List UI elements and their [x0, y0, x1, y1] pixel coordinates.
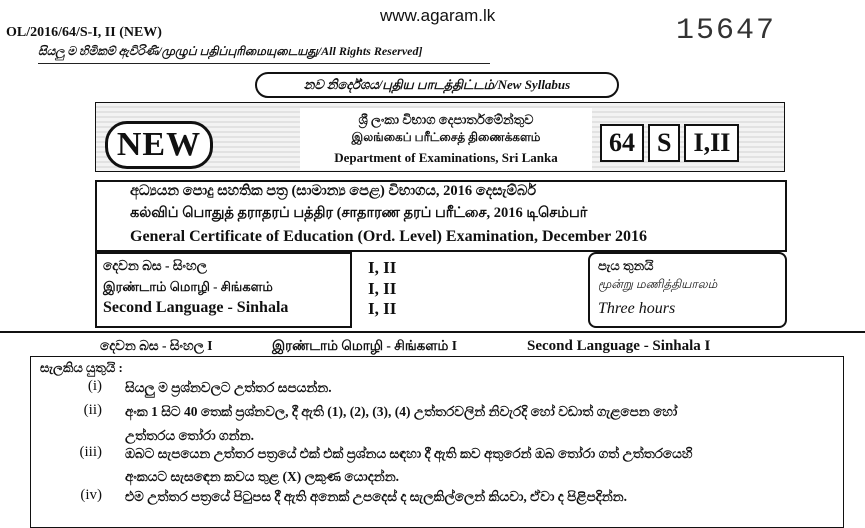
subject-sinhala: දෙවන බස - සිංහල — [103, 258, 207, 273]
instruction-number: (ii) — [83, 402, 102, 418]
department-box — [300, 108, 592, 170]
instruction-text: ඔබට සැපයෙන උත්තර පත්‍රයේ එක් එක් ප්‍රශ්නය සඳහා දී ඇති කව අතුරෙන් ඔබ තෝරා ගත් උත්තරයෙහි — [125, 446, 693, 461]
instructions-heading: සැලකිය යුතුයි : — [40, 360, 123, 375]
subject-papers-english: I, II — [368, 299, 397, 318]
department-english: Department of Examinations, Sri Lanka — [334, 150, 558, 165]
paper-code-number: 64 — [600, 124, 644, 162]
syllabus-label: නව නිර්දේශය/புதிய பாடத்திட்டம்/New Syllabus — [255, 72, 619, 98]
instruction-number: (iii) — [79, 444, 102, 460]
paper-code — [600, 124, 739, 162]
instruction-text-continued: උත්තරය තෝරා ගන්න. — [125, 428, 254, 443]
exam-title-tamil: கல்விப் பொதுத் தராதரப் பத்திர (சாதாரண தரப் பரீட்சை, 2016 டிசெம்பர் — [130, 205, 588, 221]
duration-tamil: மூன்று மணித்தியாலம் — [598, 277, 718, 291]
paper-title-english: Second Language - Sinhala I — [527, 338, 711, 354]
divider — [38, 63, 490, 64]
website-url: www.agaram.lk — [380, 6, 496, 25]
instruction-text-continued: අංකයට සැසඳෙන කවය තුළ (X) ලකුණ යොදන්න. — [125, 469, 400, 484]
paper-code-parts: I,II — [684, 124, 739, 162]
paper-title-sinhala: දෙවන බස - සිංහල I — [100, 338, 213, 353]
exam-title-english: General Certificate of Education (Ord. Level) Examination, December 2016 — [130, 228, 647, 245]
exam-title-sinhala: අධ්‍යයන පොදු සහතික පත්‍ර (සාමාන්‍ය පෙළ) විභාගය, 2016 දෙසැම්බර් — [130, 183, 537, 199]
duration-sinhala: පැය තුනයි — [598, 258, 654, 273]
department-sinhala: ශ්‍රී ලංකා විභාග දෙපාර්තමේන්තුව — [358, 112, 534, 127]
subject-english: Second Language - Sinhala — [103, 299, 289, 316]
section-divider — [0, 331, 865, 333]
serial-number: 15647 — [676, 14, 777, 48]
instruction-text: එම උත්තර පත්‍රයේ පිටුපස දී ඇති අනෙක් උපදෙස් ද සැලකිල්ලෙන් කියවා, ඒවා ද පිළිපදින්න. — [125, 489, 627, 504]
copyright-notice: සියලු ම හිමිකම් ඇවිරිණි/முழுப் பதிப்புரிமையுடையது/All Rights Reserved] — [38, 44, 423, 58]
instruction-number: (i) — [87, 378, 102, 394]
subject-tamil: இரண்டாம் மொழி - சிங்களம் — [103, 279, 273, 294]
new-badge: NEW — [105, 121, 213, 169]
instruction-number: (iv) — [80, 487, 102, 503]
instruction-text: සියලු ම ප්‍රශ්නවලට උත්තර සපයන්න. — [125, 380, 332, 395]
subject-papers-sinhala: I, II — [368, 258, 397, 277]
paper-code-subject: S — [648, 124, 680, 162]
paper-title-tamil: இரண்டாம் மொழி - சிங்களம் I — [272, 338, 457, 353]
instruction-text: අංක 1 සිට 40 තෙක් ප්‍රශ්නවල, දී ඇති (1), (2), (3), (4) උත්තරවලින් නිවැරදි හෝ වඩාත් ගැළපෙන හෝ — [125, 404, 678, 419]
duration-english: Three hours — [598, 300, 676, 317]
subject-papers-tamil: I, II — [368, 279, 397, 298]
department-tamil: இலங்கைப் பரீட்சைத் திணைக்களம் — [351, 130, 541, 144]
paper-reference: OL/2016/64/S-I, II (NEW) — [6, 25, 162, 40]
